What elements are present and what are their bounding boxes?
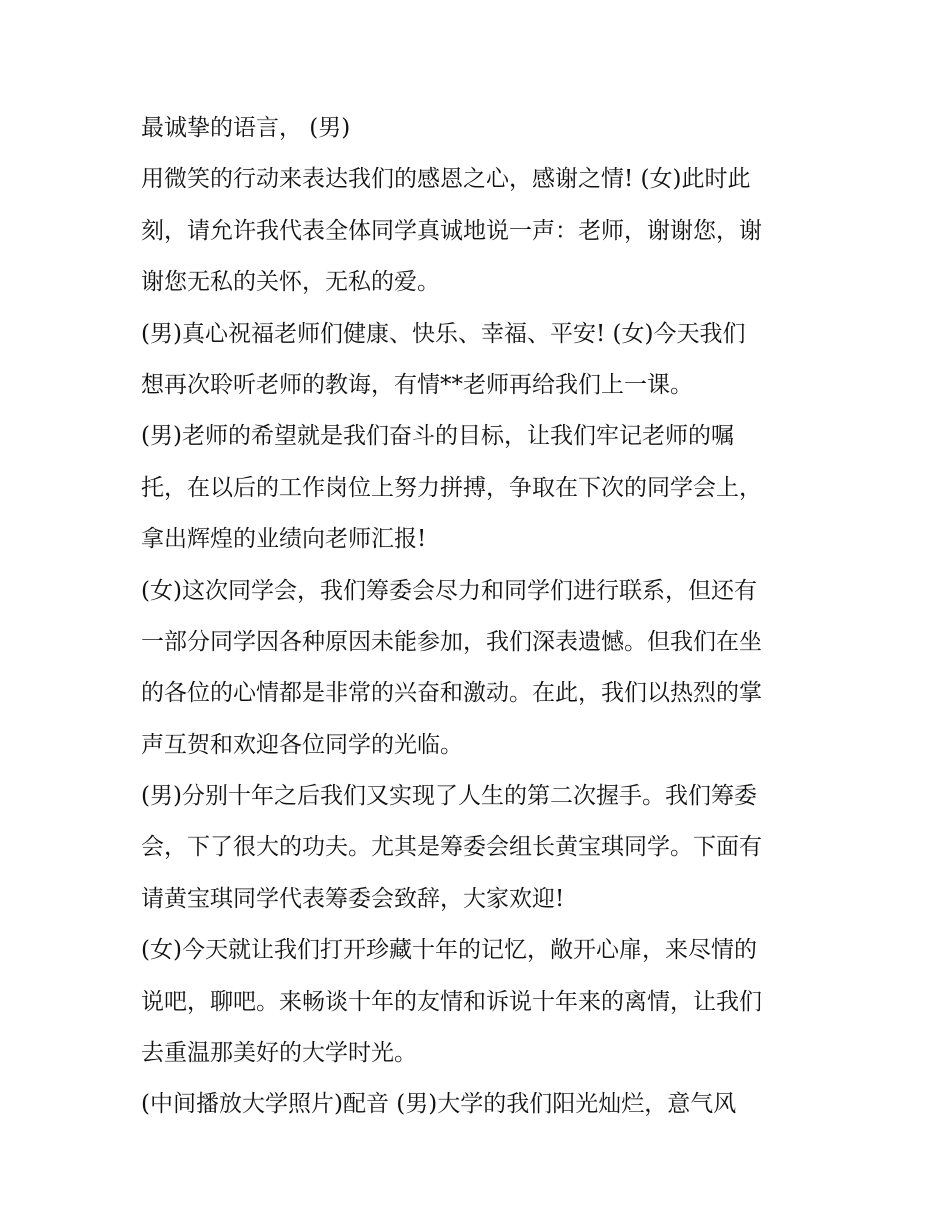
text-line: (男)真心祝福老师们健康、快乐、幸福、平安! (女)今天我们: [141, 320, 746, 347]
text-line: 会，下了很大的功夫。尤其是筹委会组长黄宝琪同学。下面有: [141, 834, 762, 861]
text-line: 最诚挚的语言， (男): [141, 115, 351, 141]
text-line: (男)老师的希望就是我们奋斗的目标，让我们牢记老师的嘱: [141, 423, 734, 450]
text-line: 想再次聆听老师的教诲，有情**老师再给我们上一课。: [141, 371, 693, 398]
text-line: 请黄宝琪同学代表筹委会致辞，大家欢迎!: [141, 885, 565, 912]
text-line: 托，在以后的工作岗位上努力拼搏，争取在下次的同学会上，: [141, 474, 762, 501]
text-line: 一部分同学因各种原因未能参加，我们深表遗憾。但我们在坐: [141, 628, 762, 655]
text-line: 拿出辉煌的业绩向老师汇报!: [141, 526, 427, 553]
document-page: [141, 103, 821, 1131]
text-line: (女)这次同学会，我们筹委会尽力和同学们进行联系，但还有: [141, 577, 757, 604]
text-line: 的各位的心情都是非常的兴奋和激动。在此，我们以热烈的掌: [141, 680, 762, 707]
text-line: 刻，请允许我代表全体同学真诚地说一声：老师，谢谢您，谢: [141, 217, 762, 244]
text-line: 去重温那美好的大学时光。: [141, 1040, 417, 1067]
text-line: 谢您无私的关怀，无私的爱。: [141, 269, 440, 296]
text-line: (中间播放大学照片)配音 (男)大学的我们阳光灿烂，意气风: [141, 1091, 737, 1118]
text-line: (男)分别十年之后我们又实现了人生的第二次握手。我们筹委: [141, 783, 757, 810]
text-line: 用微笑的行动来表达我们的感恩之心，感谢之情! (女)此时此: [141, 166, 751, 193]
text-line: 说吧，聊吧。来畅谈十年的友情和诉说十年来的离情，让我们: [141, 988, 762, 1015]
text-line: 声互贺和欢迎各位同学的光临。: [141, 731, 463, 758]
text-line: (女)今天就让我们打开珍藏十年的记忆，敞开心扉，来尽情的: [141, 937, 757, 964]
